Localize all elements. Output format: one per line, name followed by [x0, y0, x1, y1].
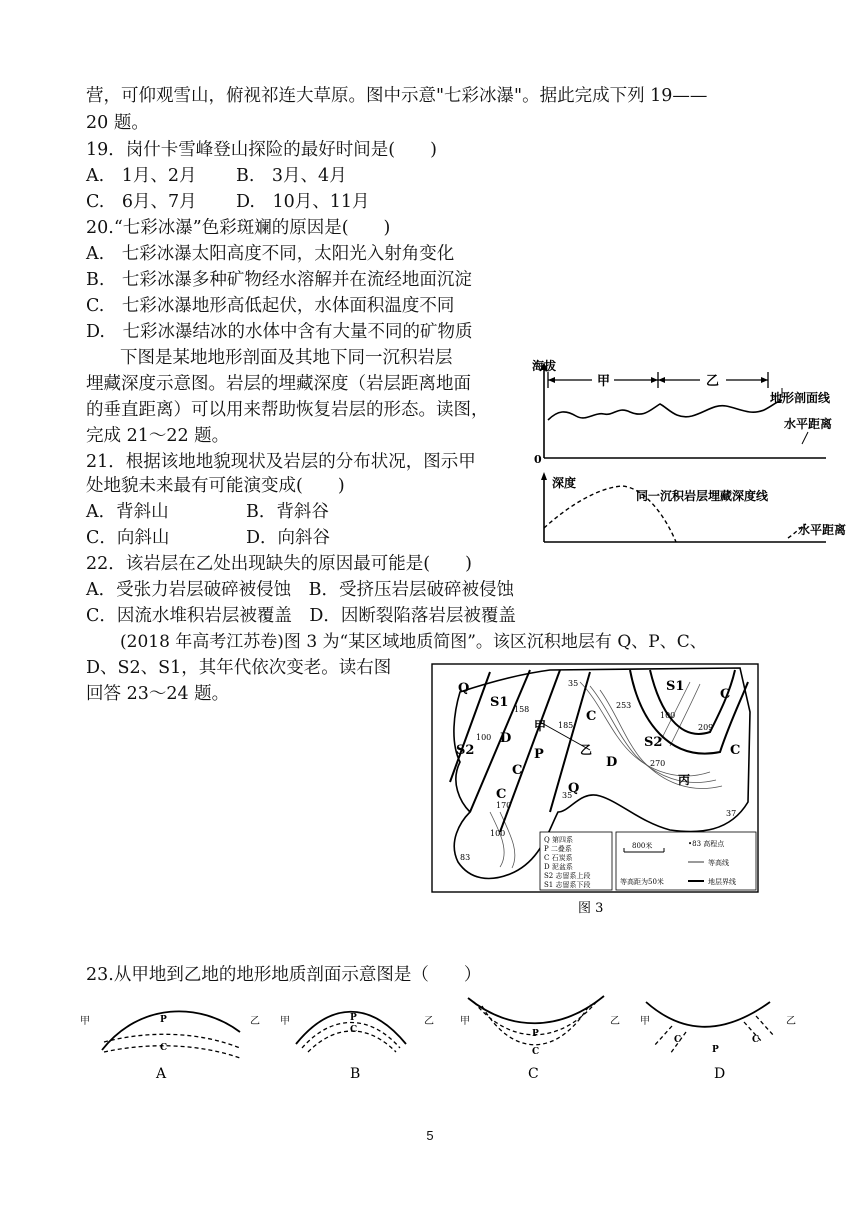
legend-d: D 泥盆系 [544, 863, 573, 871]
q22-stem: 22．该岩层在乙处出现缺失的原因最可能是( ) [86, 554, 472, 574]
terrain-label: 地形剖面线 [770, 391, 831, 405]
d-right: 乙 [786, 1016, 796, 1027]
q21-option-d: D．向斜谷 [246, 528, 331, 548]
passage2-line-4: 完成 21～22 题。 [86, 426, 230, 446]
unit-p-label: P [534, 747, 544, 762]
q20-option-a: A. 七彩冰瀑太阳高度不同，太阳光入射角变化 [86, 244, 455, 264]
passage3-line-1: (2018 年高考江苏卷)图 3 为“某区域地质简图”。该区沉积地层有 Q、P、C、 [120, 632, 707, 652]
elev-1: 35 [568, 679, 579, 688]
b-left: 甲 [280, 1016, 290, 1027]
bottom-y-label: 深度 [552, 476, 577, 490]
svg-text:C: C [674, 1035, 682, 1045]
option-a-figure [80, 1011, 260, 1082]
passage3-line-2: D、S2、S1，其年代依次变老。读右图 [86, 658, 392, 678]
layer-label: 同一沉积岩层埋藏深度线 [636, 489, 769, 503]
legend-q: Q 第四系 [544, 836, 573, 844]
svg-text:P: P [712, 1045, 719, 1055]
elev-9: 37 [726, 809, 737, 818]
place-bing: 丙 [678, 773, 691, 787]
q23-stem: 23.从甲地到乙地的地形地质剖面示意图是（ ） [86, 965, 482, 985]
d-left: 甲 [640, 1016, 650, 1027]
elev-10: 83 [460, 853, 471, 862]
q19-stem: 19．岗什卡雪峰登山探险的最好时间是( ) [86, 140, 437, 160]
legend-c: C 石炭系 [544, 854, 573, 862]
unit-d-label: D [500, 731, 512, 746]
option-d-figure [640, 1002, 796, 1082]
option-c-figure [460, 996, 620, 1082]
top-x-label: 水平距离 [784, 417, 833, 431]
intro-line-1: 营，可仰观雪山，俯视祁连大草原。图中示意"七彩冰瀑"。据此完成下列 19—— [86, 86, 708, 106]
unit-c-label-4: C [730, 743, 741, 758]
q23-option-figures [80, 992, 820, 1088]
legend-boundary: 地层界线 [708, 878, 736, 886]
top-y-label: 海拔 [532, 359, 557, 373]
passage2-line-1: 下图是某地地形剖面及其地下同一沉积岩层 [120, 348, 453, 368]
elev-3: 185 [558, 721, 574, 730]
c-right: 乙 [610, 1016, 620, 1027]
svg-text:C: C [350, 1025, 358, 1035]
label-d: D [714, 1066, 726, 1082]
svg-text:C: C [532, 1047, 540, 1057]
terrain-profile-figure [526, 348, 860, 548]
q20-stem: 20.“七彩冰瀑”色彩斑斓的原因是( ) [86, 218, 391, 238]
legend-contour-interval: 等高距为50米 [620, 878, 664, 886]
q20-option-c: C. 七彩冰瀑地形高低起伏，水体面积温度不同 [86, 296, 455, 316]
passage3-line-3: 回答 23～24 题。 [86, 684, 230, 704]
b-right: 乙 [424, 1016, 434, 1027]
top-origin: 0 [534, 453, 542, 466]
svg-text:C: C [160, 1043, 168, 1053]
unit-d-label-2: D [606, 755, 618, 770]
map-caption: 图 3 [578, 901, 604, 916]
legend-scale: 800米 [632, 842, 653, 850]
bottom-x-label: 水平距离 [798, 523, 847, 537]
a-right: 乙 [250, 1016, 260, 1027]
q22-options-ab: A．受张力岩层破碎被侵蚀 B．受挤压岩层破碎被侵蚀 [86, 580, 514, 600]
q19-option-a: A. 1月、2月 [86, 166, 197, 186]
q21-stem-line-1: 21．根据该地地貌现状及岩层的分布状况，图示甲 [86, 452, 476, 472]
unit-s1-label: S1 [490, 695, 509, 710]
unit-q-label: Q [458, 681, 470, 696]
q21-stem-line-2: 处地貌未来最有可能演变成( ) [86, 476, 345, 496]
geological-map-figure [430, 662, 762, 918]
q19-option-d: D. 10月、11月 [236, 192, 370, 212]
q20-option-d: D. 七彩冰瀑结冰的水体中含有大量不同的矿物质 [86, 322, 473, 342]
svg-text:P: P [532, 1029, 539, 1039]
a-left: 甲 [80, 1016, 90, 1027]
q21-option-c: C．向斜山 [86, 528, 170, 548]
terrain-profile-line [548, 400, 782, 420]
segment-jia: 甲 [597, 374, 611, 389]
elev-2: 158 [514, 705, 530, 714]
svg-text:P: P [160, 1015, 167, 1025]
legend-p: P 二叠系 [544, 845, 572, 853]
contour-val-3: 100 [660, 711, 676, 720]
q19-option-b: B. 3月、4月 [236, 166, 347, 186]
svg-text:C: C [752, 1035, 760, 1045]
elev-6: 270 [650, 759, 666, 768]
unit-c-label-2: C [496, 787, 507, 802]
unit-s2-label: S2 [456, 743, 475, 758]
passage2-line-3: 的垂直距离）可以用来帮助恢复岩层的形态。读图， [86, 400, 489, 420]
c-left: 甲 [460, 1016, 470, 1027]
q19-option-c: C. 6月、7月 [86, 192, 197, 212]
q20-option-b: B. 七彩冰瀑多种矿物经水溶解并在流经地面沉淀 [86, 270, 472, 290]
legend-point: •83 高程点 [688, 840, 725, 848]
q21-option-a: A．背斜山 [86, 502, 169, 522]
svg-text:P: P [350, 1013, 357, 1023]
place-yi: 乙 [580, 743, 593, 757]
unit-c-label: C [512, 763, 523, 778]
option-b-figure [280, 1012, 434, 1082]
label-c: C [528, 1066, 539, 1082]
segment-yi: 乙 [706, 374, 720, 389]
elev-5: 209 [698, 723, 714, 732]
legend-s2: S2 志留系上段 [544, 872, 591, 880]
map-legend [540, 832, 756, 890]
elev-8: 35 [562, 791, 573, 800]
unit-s1-label-2: S1 [666, 679, 685, 694]
passage2-line-2: 埋藏深度示意图。岩层的埋藏深度（岩层距离地面 [86, 374, 471, 394]
intro-line-2: 20 题。 [86, 113, 149, 133]
q21-option-b: B．背斜谷 [246, 502, 329, 522]
elev-4: 253 [616, 701, 632, 710]
q22-options-cd: C．因流水堆积岩层被覆盖 D．因断裂陷落岩层被覆盖 [86, 606, 516, 626]
unit-c-label-5: C [720, 687, 731, 702]
unit-q-label-2: Q [568, 781, 580, 796]
label-a: A [156, 1066, 167, 1082]
legend-s1: S1 志留系下段 [544, 881, 591, 889]
unit-s2-label-2: S2 [644, 735, 663, 750]
page-number: 5 [426, 1128, 434, 1143]
elev-7: 170 [496, 801, 512, 810]
legend-contour: 等高线 [708, 859, 729, 867]
unit-c-label-3: C [586, 709, 597, 724]
contour-val-1: 100 [476, 733, 492, 742]
label-b: B [350, 1066, 361, 1082]
place-jia: 甲 [534, 719, 547, 733]
contour-val-2: 100 [490, 829, 506, 838]
